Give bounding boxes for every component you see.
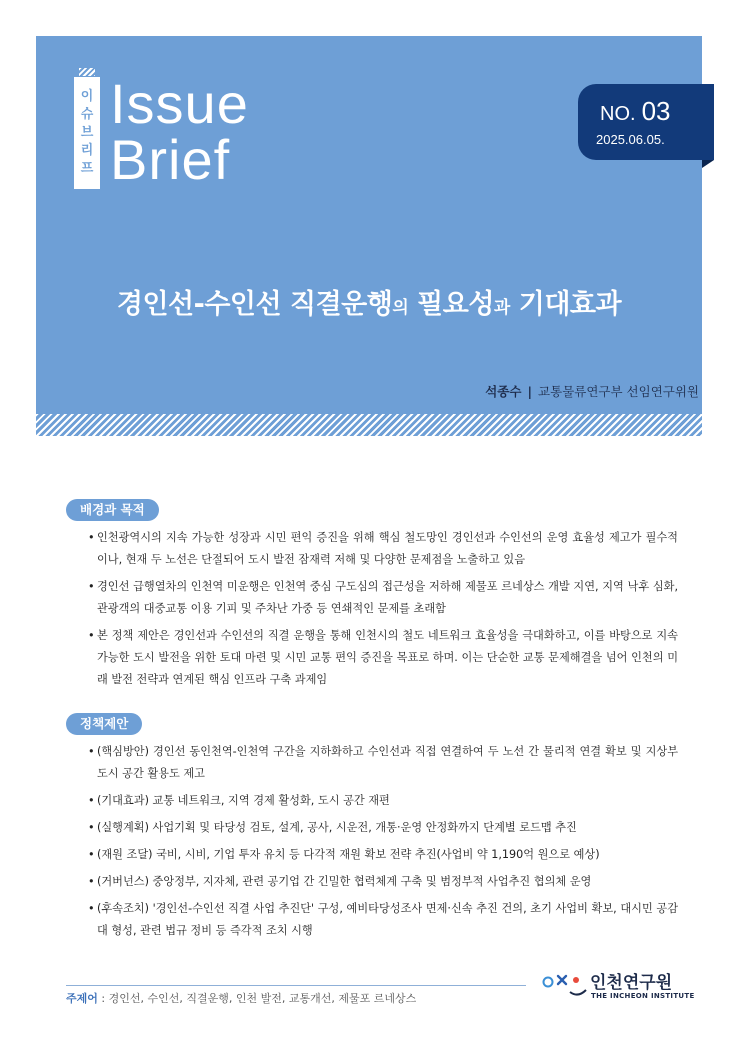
author-line xyxy=(485,382,699,400)
brand-wordmark xyxy=(110,72,249,191)
keywords-separator: : xyxy=(101,992,106,1005)
side-tag xyxy=(74,77,100,189)
institute-logo-subtitle: THE INCHEON INSTITUTE xyxy=(591,992,695,1000)
title-part: 필요성 xyxy=(408,289,494,320)
author-separator: | xyxy=(527,384,533,399)
brand-line-1: Issue xyxy=(110,72,249,135)
list-item: • 경인선 급행열차의 인천역 미운행은 인천역 중심 구도심의 접근성을 저하해 제물포 르네상스 개발 지연, 지역 낙후 심화, 관광객의 대중교통 이용 기피 및 주차난 가중 등 연쇄적인 문제를 초래함 xyxy=(88,576,678,620)
side-tag-char: 이 xyxy=(80,89,94,104)
badge-fold-shadow xyxy=(702,160,714,168)
side-tag-char: 프 xyxy=(80,161,94,176)
page-title xyxy=(36,282,702,321)
section-heading-background: 배경과 목적 xyxy=(66,499,159,521)
title-particle: 과 xyxy=(493,298,510,318)
list-item: • (실행계획) 사업기획 및 타당성 검토, 설계, 공사, 시운전, 개통·운영 안정화까지 단계별 로드맵 추진 xyxy=(88,817,678,839)
list-item: • (거버넌스) 중앙정부, 지자체, 관련 공기업 간 긴밀한 협력체계 구축 및 범정부적 사업추진 협의체 운영 xyxy=(88,871,678,893)
title-particle: 의 xyxy=(392,298,409,318)
side-tag-char: 슈 xyxy=(80,107,94,122)
section-policy-list xyxy=(88,741,678,947)
issue-number-label: NO. xyxy=(600,103,636,125)
side-tag-stripe xyxy=(79,68,95,76)
hero-stripe-band xyxy=(36,414,702,436)
issue-date: 2025.06.05. xyxy=(596,132,665,147)
keywords-value: 경인선, 수인선, 직결운행, 인천 발전, 교통개선, 제물포 르네상스 xyxy=(108,992,417,1005)
side-tag-char: 브 xyxy=(80,125,94,140)
list-item: • 본 정책 제안은 경인선과 수인선의 직결 운행을 통해 인천시의 철도 네트워크 효율성을 극대화하고, 이를 바탕으로 지속 가능한 도시 발전을 위한 토대 마련 및 시민 교통 편익 증진을 목표로 하며. 이는 단순한 교통 문제해결을 넘어 인천의 미래 발전 전략과 연계된 핵심 인프라 구축 과제임 xyxy=(88,625,678,691)
section-heading-policy: 정책제안 xyxy=(66,713,142,735)
author-name: 석종수 xyxy=(485,384,522,399)
institute-logo-name: 인천연구원 xyxy=(590,973,673,993)
author-affiliation: 교통물류연구부 선임연구위원 xyxy=(538,384,699,399)
list-item: • (핵심방안) 경인선 동인천역-인천역 구간을 지하화하고 수인선과 직접 연결하여 두 노선 간 물리적 연결 확보 및 지상부 도시 공간 활용도 제고 xyxy=(88,741,678,785)
keywords-label: 주제어 xyxy=(66,992,98,1005)
side-tag-char: 리 xyxy=(80,143,94,158)
list-item: • (재원 조달) 국비, 시비, 기업 투자 유치 등 다각적 재원 확보 전략 추진(사업비 약 1,190억 원으로 예상) xyxy=(88,844,678,866)
institute-logo-icon xyxy=(540,968,588,1004)
issue-number xyxy=(600,96,670,127)
footer-divider xyxy=(66,985,526,986)
institute-logo xyxy=(540,968,700,1008)
title-part: 경인선-수인선 직결운행 xyxy=(116,289,393,320)
list-item: • (기대효과) 교통 네트워크, 지역 경제 활성화, 도시 공간 재편 xyxy=(88,790,678,812)
issue-number-value: 03 xyxy=(641,96,671,126)
list-item: • 인천광역시의 지속 가능한 성장과 시민 편익 증진을 위해 핵심 철도망인 경인선과 수인선의 운영 효율성 제고가 필수적이나, 현재 두 노선은 단절되어 도시 발전 잠재력 저해 및 다양한 문제점을 노출하고 있음 xyxy=(88,527,678,571)
list-item: • (후속조치) '경인선-수인선 직결 사업 추진단' 구성, 예비타당성조사 면제·신속 추진 건의, 초기 사업비 확보, 대시민 공감대 형성, 관련 법규 정비 등 즉각적 조치 시행 xyxy=(88,898,678,942)
brand-line-2: Brief xyxy=(110,128,231,191)
issue-badge xyxy=(578,84,714,160)
section-background-list xyxy=(88,527,678,696)
keywords-line xyxy=(66,990,416,1006)
title-part: 기대효과 xyxy=(509,289,622,320)
